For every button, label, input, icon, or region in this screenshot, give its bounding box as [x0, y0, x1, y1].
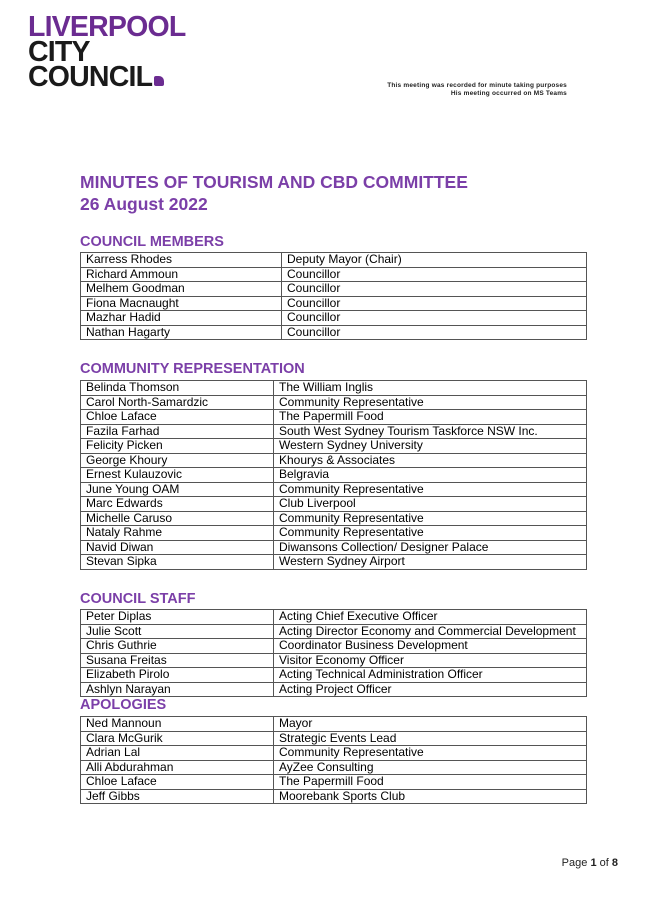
name-cell: Marc Edwards	[81, 497, 274, 512]
role-cell: The Papermill Food	[274, 410, 587, 425]
name-cell: Chloe Laface	[81, 410, 274, 425]
role-cell: Acting Chief Executive Officer	[274, 610, 587, 625]
role-cell: Councillor	[282, 311, 587, 326]
table-row	[81, 497, 587, 512]
council-staff-heading: COUNCIL STAFF	[80, 591, 196, 607]
name-cell: Ned Mannoun	[81, 717, 274, 732]
role-cell: Councillor	[282, 282, 587, 297]
role-cell: The Papermill Food	[274, 775, 587, 790]
table-row	[81, 381, 587, 396]
name-cell: Fazila Farhad	[81, 424, 274, 439]
role-cell: Community Representative	[274, 526, 587, 541]
name-cell: Jeff Gibbs	[81, 789, 274, 804]
name-cell: Karress Rhodes	[81, 253, 282, 268]
name-cell: Stevan Sipka	[81, 555, 274, 570]
name-cell: Felicity Picken	[81, 439, 274, 454]
name-cell: Elizabeth Pirolo	[81, 668, 274, 683]
role-cell: Club Liverpool	[274, 497, 587, 512]
table-row	[81, 468, 587, 483]
table-row	[81, 555, 587, 570]
table-row	[81, 424, 587, 439]
table-row	[81, 325, 587, 340]
name-cell: Navid Diwan	[81, 540, 274, 555]
table-row	[81, 296, 587, 311]
role-cell: Councillor	[282, 325, 587, 340]
name-cell: Julie Scott	[81, 624, 274, 639]
role-cell: Councillor	[282, 296, 587, 311]
role-cell: Community Representative	[274, 482, 587, 497]
document-title	[80, 171, 468, 215]
table-row	[81, 453, 587, 468]
role-cell: Belgravia	[274, 468, 587, 483]
name-cell: Nathan Hagarty	[81, 325, 282, 340]
table-row	[81, 610, 587, 625]
title-line-1: MINUTES OF TOURISM AND CBD COMMITTEE	[80, 172, 468, 192]
role-cell: Khourys & Associates	[274, 453, 587, 468]
table-row	[81, 775, 587, 790]
table-row	[81, 789, 587, 804]
table-row	[81, 511, 587, 526]
page-of-word: of	[599, 857, 609, 869]
name-cell: Clara McGurik	[81, 731, 274, 746]
table-row	[81, 395, 587, 410]
name-cell: Adrian Lal	[81, 746, 274, 761]
name-cell: Susana Freitas	[81, 653, 274, 668]
council-staff-table	[80, 609, 587, 697]
role-cell: South West Sydney Tourism Taskforce NSW Inc.	[274, 424, 587, 439]
table-row	[81, 682, 587, 697]
table-row	[81, 410, 587, 425]
table-row	[81, 439, 587, 454]
role-cell: Mayor	[274, 717, 587, 732]
logo-line-3-text: COUNCIL	[28, 61, 153, 93]
apologies-heading: APOLOGIES	[80, 697, 167, 713]
recording-note-line-1: This meeting was recorded for minute taking purposes	[387, 82, 567, 89]
page-current: 1	[590, 857, 597, 869]
recording-note-line-2: His meeting occurred on MS Teams	[450, 90, 567, 97]
community-representation-table	[80, 380, 587, 570]
name-cell: Peter Diplas	[81, 610, 274, 625]
role-cell: Acting Director Economy and Commercial Development	[274, 624, 587, 639]
table-row	[81, 717, 587, 732]
page-word: Page	[561, 857, 588, 869]
name-cell: Belinda Thomson	[81, 381, 274, 396]
council-logo	[28, 11, 186, 93]
name-cell: Alli Abdurahman	[81, 760, 274, 775]
table-row	[81, 746, 587, 761]
name-cell: George Khoury	[81, 453, 274, 468]
logo-line-2: CITY	[28, 36, 90, 68]
name-cell: Fiona Macnaught	[81, 296, 282, 311]
community-representation-heading: COMMUNITY REPRESENTATION	[80, 361, 305, 377]
role-cell: The William Inglis	[274, 381, 587, 396]
table-row	[81, 653, 587, 668]
role-cell: Diwansons Collection/ Designer Palace	[274, 540, 587, 555]
table-row	[81, 639, 587, 654]
recording-note	[387, 82, 567, 98]
role-cell: Acting Project Officer	[274, 682, 587, 697]
table-row	[81, 311, 587, 326]
role-cell: Coordinator Business Development	[274, 639, 587, 654]
role-cell: Community Representative	[274, 511, 587, 526]
role-cell: Deputy Mayor (Chair)	[282, 253, 587, 268]
role-cell: Community Representative	[274, 395, 587, 410]
name-cell: Richard Ammoun	[81, 267, 282, 282]
council-members-table	[80, 252, 587, 340]
logo-square-icon	[154, 76, 164, 86]
table-row	[81, 267, 587, 282]
logo-line-3	[28, 61, 185, 93]
name-cell: Michelle Caruso	[81, 511, 274, 526]
role-cell: Strategic Events Lead	[274, 731, 587, 746]
table-row	[81, 540, 587, 555]
table-row	[81, 282, 587, 297]
logo-line-1: LIVERPOOL	[28, 11, 186, 43]
table-row	[81, 731, 587, 746]
table-row	[81, 624, 587, 639]
role-cell: Community Representative	[274, 746, 587, 761]
name-cell: Ashlyn Narayan	[81, 682, 274, 697]
title-line-2: 26 August 2022	[80, 194, 208, 214]
name-cell: Mazhar Hadid	[81, 311, 282, 326]
page-number	[562, 857, 618, 869]
name-cell: Chris Guthrie	[81, 639, 274, 654]
role-cell: Visitor Economy Officer	[274, 653, 587, 668]
name-cell: Chloe Laface	[81, 775, 274, 790]
table-row	[81, 482, 587, 497]
name-cell: June Young OAM	[81, 482, 274, 497]
table-row	[81, 253, 587, 268]
role-cell: Councillor	[282, 267, 587, 282]
page-total: 8	[611, 857, 618, 869]
name-cell: Nataly Rahme	[81, 526, 274, 541]
table-row	[81, 760, 587, 775]
table-row	[81, 668, 587, 683]
table-row	[81, 526, 587, 541]
name-cell: Ernest Kulauzovic	[81, 468, 274, 483]
council-members-heading: COUNCIL MEMBERS	[80, 234, 224, 250]
role-cell: Western Sydney University	[274, 439, 587, 454]
role-cell: Acting Technical Administration Officer	[274, 668, 587, 683]
role-cell: AyZee Consulting	[274, 760, 587, 775]
name-cell: Carol North-Samardzic	[81, 395, 274, 410]
role-cell: Moorebank Sports Club	[274, 789, 587, 804]
role-cell: Western Sydney Airport	[274, 555, 587, 570]
apologies-table	[80, 716, 587, 804]
name-cell: Melhem Goodman	[81, 282, 282, 297]
